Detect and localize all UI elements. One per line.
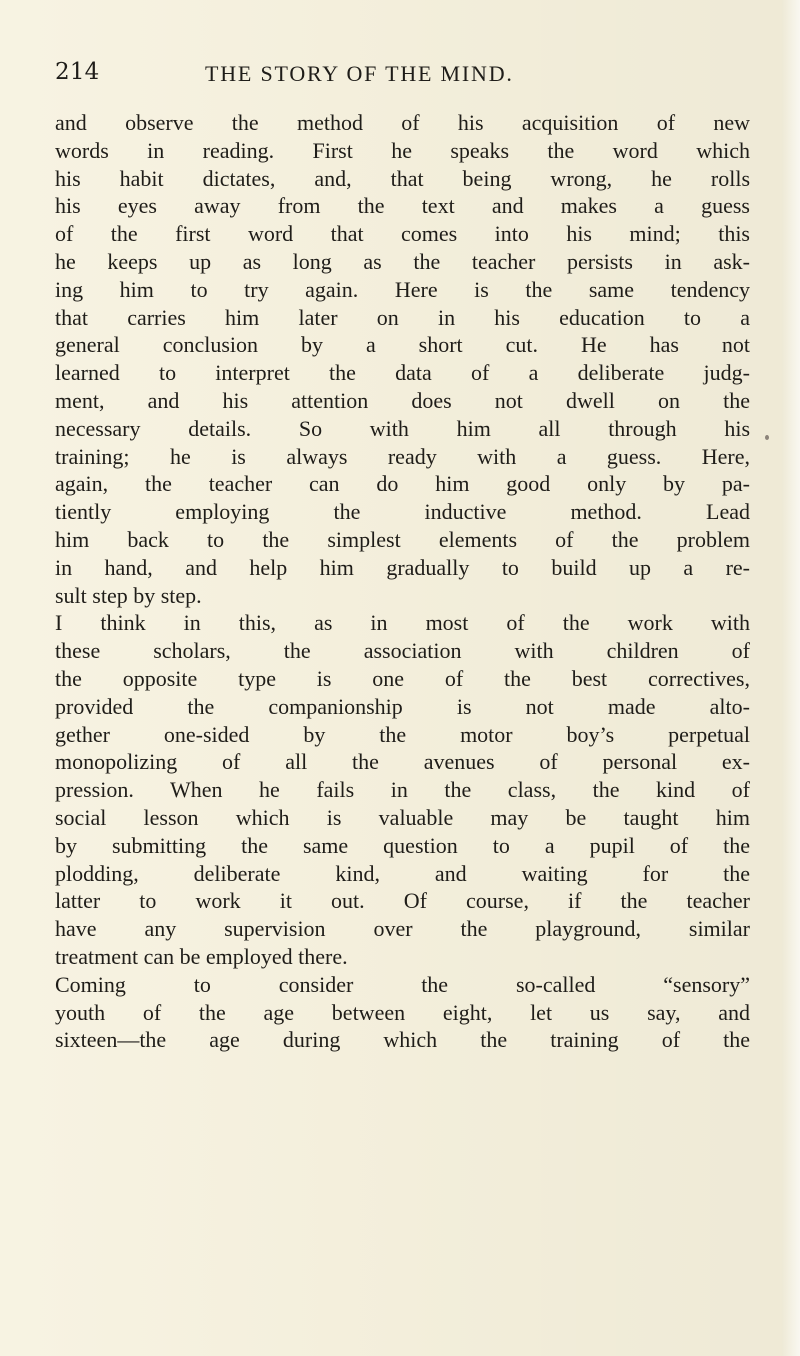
text-line: youth of the age between eight, let us say, and: [55, 999, 750, 1025]
text-line: I think in this, as in most of the work with: [55, 610, 750, 636]
running-head: THE STORY OF THE MIND.: [205, 61, 514, 86]
text-line: these scholars, the association with children of: [55, 638, 750, 664]
text-line: in hand, and help him gradually to build up a re-: [55, 554, 750, 580]
text-line: sixteen—the age during which the training of the: [55, 1027, 750, 1053]
text-line: have any supervision over the playground, similar: [55, 916, 750, 942]
text-line: of the first word that comes into his mind; this: [55, 221, 750, 247]
text-line: again, the teacher can do him good only by pa-: [55, 471, 750, 497]
text-line: provided the companionship is not made alto-: [55, 693, 750, 719]
text-line: training; he is always ready with a guess. Here,: [55, 443, 750, 469]
text-line: him back to the simplest elements of the problem: [55, 526, 750, 552]
text-line: pression. When he fails in the class, the kind of: [55, 777, 750, 803]
text-line: general conclusion by a short cut. He has not: [55, 332, 750, 358]
text-line: ment, and his attention does not dwell on the: [55, 387, 750, 413]
text-line: tiently employing the inductive method. Lead: [55, 499, 750, 525]
text-line: necessary details. So with him all through his: [55, 415, 750, 441]
text-line: learned to interpret the data of a deliberate judg-: [55, 360, 750, 386]
text-line: plodding, deliberate kind, and waiting for the: [55, 860, 750, 886]
text-line: and observe the method of his acquisition of new: [55, 110, 750, 135]
page-edge: [782, 0, 800, 1356]
text-line: he keeps up as long as the teacher persists in ask-: [55, 248, 750, 274]
text-line: the opposite type is one of the best correctives,: [55, 665, 750, 691]
text-line: words in reading. First he speaks the word which: [55, 137, 750, 163]
body-text: [55, 109, 750, 1054]
text-line: his habit dictates, and, that being wrong, he rolls: [55, 165, 750, 191]
page-header: [55, 59, 725, 93]
text-line: that carries him later on in his education to a: [55, 304, 750, 330]
text-line: treatment can be employed there.: [55, 943, 348, 969]
margin-mark: [765, 435, 769, 440]
text-line: by submitting the same question to a pupil of the: [55, 832, 750, 858]
text-line: gether one-sided by the motor boy’s perpetual: [55, 721, 750, 747]
text-line: sult step by step.: [55, 582, 202, 608]
text-line: latter to work it out. Of course, if the teacher: [55, 888, 750, 914]
text-line: Coming to consider the so-called “sensory”: [55, 971, 750, 997]
text-line: his eyes away from the text and makes a guess: [55, 193, 750, 219]
page-number: 214: [55, 59, 100, 85]
text-line: social lesson which is valuable may be taught him: [55, 804, 750, 830]
text-line: monopolizing of all the avenues of personal ex-: [55, 749, 750, 775]
text-line: ing him to try again. Here is the same tendency: [55, 276, 750, 302]
